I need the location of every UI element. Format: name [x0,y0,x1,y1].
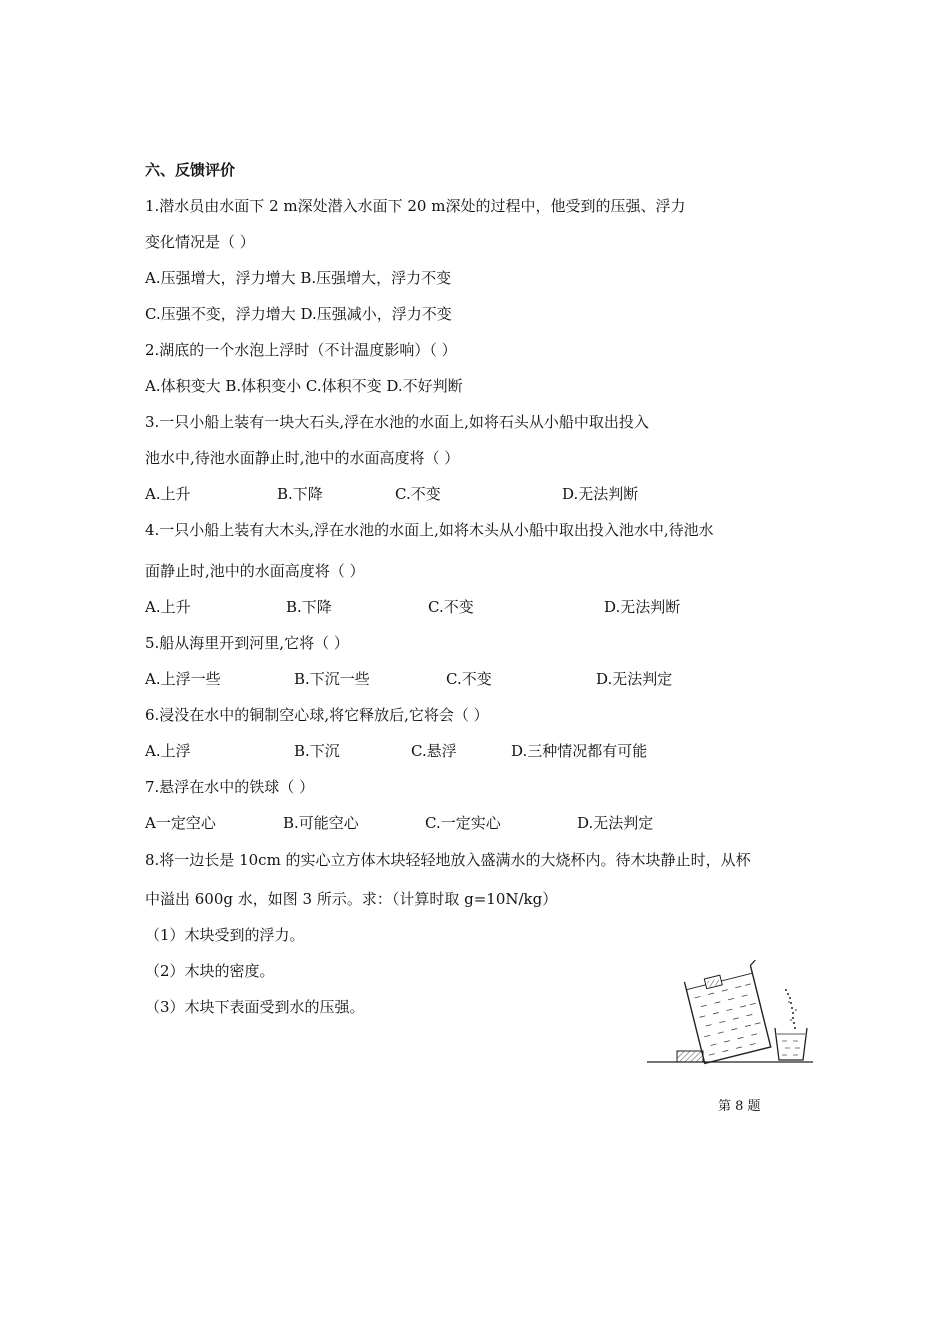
q7-stem: 7.悬浮在水中的铁球（ ） [145,778,315,796]
q1-options-line1: A.压强增大，浮力增大 B.压强增大，浮力不变 [145,269,452,287]
q3-option-b: B.下降 [277,485,323,503]
q1-stem-line2: 变化情况是（ ） [145,233,255,251]
q4-stem-line1: 4.一只小船上装有大木头,浮在水池的水面上,如将木头从小船中取出投入池水中,待池水 [145,521,714,539]
q3-stem-line1: 3.一只小船上装有一块大石头,浮在水池的水面上,如将石头从小船中取出投入 [145,413,649,431]
figure-caption: 第 8 题 [718,1099,761,1114]
q5-option-b: B.下沉一些 [294,670,370,688]
q8-subquestion-1: （1）木块受到的浮力。 [145,926,305,944]
q8-subquestion-3: （3）木块下表面受到水的压强。 [145,998,365,1016]
q5-stem: 5.船从海里开到河里,它将（ ） [145,634,349,652]
q6-option-b: B.下沉 [294,742,340,760]
q3-option-c: C.不变 [395,485,441,503]
q6-option-c: C.悬浮 [411,742,457,760]
q4-option-b: B.下降 [286,598,332,616]
q6-stem: 6.浸没在水中的铜制空心球,将它释放后,它将会（ ） [145,706,489,724]
q4-option-c: C.不变 [428,598,474,616]
q4-option-d: D.无法判断 [604,598,681,616]
q4-stem-line2: 面静止时,池中的水面高度将（ ） [145,562,365,580]
q8-stem-line2: 中溢出 600g 水，如图 3 所示。求：（计算时取 g=10N/kg） [145,890,558,908]
q2-options: A.体积变大 B.体积变小 C.体积不变 D.不好判断 [145,377,463,395]
overflow-stream [785,989,797,1029]
q5-option-c: C.不变 [446,670,492,688]
q1-stem-line1: 1.潜水员由水面下 2 m深处潜入水面下 20 m深处的过程中，他受到的压强、浮力 [145,197,686,215]
section-title: 六、反馈评价 [145,161,236,179]
q7-option-a: A一定空心 [145,814,216,832]
q7-option-c: C.一定实心 [425,814,501,832]
wedge-block [677,1051,703,1062]
q8-subquestion-2: （2）木块的密度。 [145,962,275,980]
overflow-beaker-figure [645,960,815,1070]
q7-option-b: B.可能空心 [283,814,359,832]
q1-options-line2: C.压强不变，浮力增大 D.压强减小，浮力不变 [145,305,452,323]
q3-option-a: A.上升 [145,485,191,503]
q5-option-a: A.上浮一些 [145,670,221,688]
q2-stem: 2.湖底的一个水泡上浮时（不计温度影响）（ ） [145,341,457,359]
q6-option-a: A.上浮 [145,742,191,760]
tilted-beaker [683,960,776,1063]
catch-cup [775,1028,807,1060]
q5-option-d: D.无法判定 [596,670,673,688]
q7-option-d: D.无法判定 [577,814,654,832]
q3-stem-line2: 池水中,待池水面静止时,池中的水面高度将（ ） [145,449,460,467]
q3-option-d: D.无法判断 [562,485,639,503]
q6-option-d: D.三种情况都有可能 [511,742,648,760]
q4-option-a: A.上升 [145,598,191,616]
q8-stem-line1: 8.将一边长是 10cm 的实心立方体木块轻轻地放入盛满水的大烧杯内。待木块静止时，从杯 [145,851,751,869]
